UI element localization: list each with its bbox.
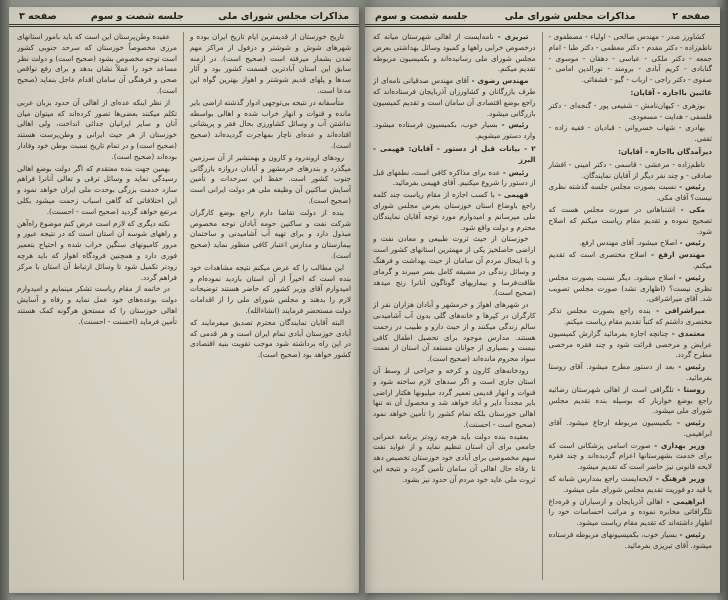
paragraph: رئیس - اصلاح میشود. آقای مهندس ارفع. (579, 238, 705, 248)
session-label: جلسه شصت و سوم (90, 11, 184, 22)
paragraph: بنده از دولت تقاضا دارم راجع بوضع کارگران شرکت نفت و ساکنین حومه آبادان توجه مخصوص مبذول دارد و برای تهیه آب آشامیدنی و ساختمان بیمارستان و مدارس اعتبار کافی منظور نماید (صحیح است). (190, 207, 351, 260)
paragraph: البته آقایان نمایندگان محترم تصدیق میفرمایند که آبادی خوزستان آبادی تمام ایران است و هر قدمی که در این راه برداشته شود موجب تقویت بنیه اقتصادی کشور خواهد بود (صحیح است). (190, 317, 351, 360)
paragraph: روستا - تلگرافی است از اهالی شهرستان رضائیه راجع بوضع خواربار که بوسیله بنده تقدیم مجلس شورای ملی میشود. (548, 384, 712, 416)
paragraph: رودخانه‌های کارون و کرخه و جراحی از وسط آن استان جاری است و اگر سدهای لازم ساخته شود و قنوات و انهار قدیمی تعمیر گردد میلیونها هکتار اراضی بایر مجدداً دایر و آباد خواهد شد و محصول آن نه تنها اهالی خوزستان بلکه تمام کشور را تأمین خواهد نمود (صحیح است - احسنت). (373, 365, 536, 429)
paragraph: رئیس - اصلاح میشود. دیگر نسبت بصورت مجلس نظری نیست؟ (اظهاری نشد) صورت مجلس تصویب شد. آقای میراشرافی. (548, 272, 712, 304)
speaker-name: وزیر فرهنگ - (652, 474, 705, 484)
paragraph: رئیس - عده برای مذاکره کافی است، نطقهای قبل از دستور را شروع میکنیم. آقای فهیمی بفرمائید. (373, 167, 536, 188)
speaker-name: ابراهیمی - (662, 496, 705, 506)
paragraph: فهیمی - با کسب اجازه از مقام ریاست چند کلمه راجع باوضاع استان خوزستان بعرض مجلس شورای ملی میرسانم و امیدوارم مورد توجه آقایان نمایندگان محترم و دولت واقع شود. (373, 190, 536, 232)
paragraph: در شهرهای اهواز و خرمشهر و آبادان هزاران نفر از کارگران در کپرها و خانه‌های گلی بدون آب آشامیدنی سالم زندگی میکنند و از حیث دارو و طبیب در زحمت هستند. مدارس موجود برای تحصیل اطفال کافی نیست و بسیاری از جوانان مستعد آن استان از نعمت سواد محروم مانده‌اند (صحیح است). (373, 300, 536, 364)
speaker-name: تبریزی - (493, 32, 529, 41)
page-3 (9, 7, 359, 593)
paragraph: بهادری - شهاب خسروانی - قبادیان - فقیه زاده - ثقفی. (548, 123, 712, 144)
paragraph: رئیس - نسبت بصورت مجلس جلسه گذشته نظری نیست؟ آقای مکی. (548, 182, 712, 203)
paragraph: تبریزی - نامه‌ایست از اهالی شهرستان میانه که درخصوص خرابی راهها و کمبود وسائل بهداشتی بعرض مجلس شورای ملی رسانیده‌اند و بکمیسیون مربوطه تقدیم میکنم. (373, 32, 536, 74)
section-heading: ۲ - بیانات قبل از دستور - آقایان: فهیمی - البرز (373, 143, 536, 164)
speaker-name: رئیس - (677, 238, 705, 248)
paragraph: نکته دیگری که لازم است عرض کنم موضوع راه‌آهن و راههای شوسه آن استان است که در نتیجه عبور و مرور کامیونهای سنگین خراب شده و احتیاج بتعمیر فوری دارد و همچنین فرودگاه اهواز که باید هرچه زودتر تکمیل شود تا وسائل ارتباط آن استان با مرکز فراهم گردد. (17, 218, 177, 282)
text-columns (9, 27, 359, 588)
paragraph: خوزستان از حیث ثروت طبیعی و معادن نفت و اراضی حاصلخیز یکی از مهمترین استانهای کشور است و با اینحال مردم آن سامان از حیث بهداشت و فرهنگ و وسائل زندگی در مضیقه کامل بسر میبرند و گرمای طاقت‌فرسا و بیماریهای گوناگون آنانرا رنج میدهد (صحیح است). (373, 234, 536, 298)
speaker-name: مکی - (675, 204, 706, 214)
paragraph: رئیس - بعد از دستور مطرح میشود. آقای روستا بفرمائید. (548, 362, 712, 382)
session-label: جلسه شصت و سوم (375, 11, 469, 22)
text-column-left (373, 32, 543, 580)
text-columns (365, 27, 720, 588)
paragraph: رئیس - بسیار خوب، بکمیسیونهای مربوطه فرستاده میشود. آقای تبریزی بفرمائید. (548, 530, 712, 550)
paragraph: از نظر اینکه عده‌ای از اهالی آن حدود بزبان عربی تکلم میکنند بعضی‌ها تصور کرده‌اند که میتوان میان آنان و سایر ایرانیان جدائی انداخت، ولی اهالی خوزستان از هر حیث ایرانی و وطن‌پرست هستند (صحیح است) و در تمام تاریخ نسبت بوطن خود وفادار بوده‌اند (صحیح است). (17, 97, 177, 161)
section-heading: غائبین بااجازه - آقایان: (630, 87, 712, 97)
speaker-name: معتمدی - (668, 328, 705, 338)
speaker-name: رئیس - (674, 362, 706, 372)
page-2 (365, 7, 720, 593)
paragraph: بهمین جهت بنده معتقدم که اگر دولت بوضع اهالی رسیدگی نماید و وسائل ترقی و تعالی آنانرا فراهم سازد خدمت بزرگی بوحدت ملی ایران خواهد نمود و این اختلافاتی که گاهی اسباب زحمت میشود بکلی مرتفع خواهد گردید (صحیح است - احسنت). (17, 163, 177, 216)
speaker-name: رئیس - (676, 182, 706, 192)
page-number: صفحه ۲ (672, 11, 710, 22)
paragraph: معتمدی - چنانچه اجازه بفرمائید گزارش کمیسیون عرایض و مرخصی قرائت شود و چند فقره مرخصی مطرح گردد. (548, 328, 712, 360)
speaker-name: میراشرافی - (650, 306, 705, 316)
paragraph: ابراهیمی - اهالی آذربایجان و ارسباران و قره‌داغ تلگرافاتی مخابره نموده و مراتب احساسات خود را اظهار داشته‌اند که تقدیم مقام ریاست میشود. (548, 496, 712, 528)
paragraph: رودهای اروندرود و کارون و بهمنشیر از آن سرزمین میگذرد و بندرهای خرمشهر و آبادان دروازه بازرگانی جنوب کشور است. حفظ این سرحدات و تأمین آسایش ساکنین آن وظیفه ملی هر دولت ایرانی است (صحیح است). (190, 152, 351, 205)
section-heading: دیرآمدگان بااجازه - آقایان: (618, 146, 712, 156)
paragraph: تاریخ خوزستان از قدیمترین ایام تاریخ ایران بوده و شهرهای شوش و شوشتر و دزفول از مراکز مهم تمدن بشمار میرفته است (صحیح است). در ازمنه سابق این استان آبادترین قسمت کشور بود و آثار سدها و پلهای قدیم شوشتر و اهواز بهترین گواه این مدعا است. (190, 32, 351, 95)
paragraph: میراشرافی - بنده راجع بصورت مجلس تذکر مختصری داشتم که کتباً تقدیم مقام ریاست میکنم. (548, 306, 712, 326)
speaker-name: فهیمی - (494, 190, 529, 200)
speaker-name: وزیر بهداری - (650, 440, 705, 450)
paragraph: عقیده وطن‌پرستان این است که باید بامور استانهای مرزی مخصوصاً خوزستان که سرحد جنوبی کشور است توجه مخصوص بشود (صحیح است) و دولت نظر مساعد خود را عملاً نشان بدهد و برای رفع نواقص صحی و فرهنگی آن سامان اقدام عاجل بنماید (صحیح است). (17, 32, 177, 95)
speaker-name: رئیس - (672, 418, 705, 428)
paragraph: رئیس - بسیار خوب، بکمیسیون فرستاده میشود. وارد دستور میشویم. (373, 120, 536, 141)
paragraph: مهندس ارفع - اصلاح مختصری است که تقدیم میکنم. (548, 250, 712, 270)
text-column-left (17, 32, 184, 580)
speaker-name: رئیس - (497, 120, 529, 130)
paragraph: متأسفانه در نتیجه بی‌توجهی ادوار گذشته اراضی بایر مانده و قنوات و انهار خراب شده و اهالی بواسطه نداشتن آب و وسائل کشاورزی بحال فقر و پریشانی افتاده‌اند و عده‌ای ناچار بمهاجرت گردیده‌اند (صحیح است). (190, 97, 351, 150)
paragraph: بعقیده بنده دولت باید هرچه زودتر برنامه عمرانی جامعی برای آن استان تنظیم نماید و از عواید نفت سهم مخصوصی برای آبادی خود خوزستان تخصیص دهد تا رفاه حال اهالی آن سامان تأمین گردد و نتیجه این ثروت ملی عاید خود مردم آن حدود نیز بشود. (373, 431, 536, 484)
paragraph: رئیس - بکمیسیون مربوطه ارجاع میشود. آقای ابراهیمی. (548, 418, 712, 438)
speaker-name: مهندس رضوی - (468, 76, 529, 86)
text-column-right (543, 32, 713, 580)
text-column-right (184, 32, 351, 580)
page-title: مذاکرات مجلس شورای ملی (504, 11, 636, 22)
page-number: صفحه ۳ (19, 11, 57, 22)
paragraph: ناظم‌زاده - مرعشی - قاسمی - دکتر امینی - افشار صادقی - و چند نفر دیگر از آقایان نمایندگان. (548, 159, 712, 180)
paragraph: مکی - اشتباهاتی در صورت مجلس هست که تصحیح نموده و تقدیم مقام ریاست میکنم که اصلاح شود. (548, 204, 712, 236)
paragraph: وزیر بهداری - صورت اسامی پزشکانی است که برای خدمت بشهرستانها اعزام گردیده‌اند و چند فقره لایحه قانونی نیز حاضر است که تقدیم میشود. (548, 440, 712, 472)
speaker-name: رئیس - (500, 167, 529, 177)
speaker-name: مهندس ارفع - (646, 250, 705, 260)
page-header (9, 7, 359, 27)
paragraph: این مطالب را که عرض میکنم نتیجه مشاهدات خود بنده است که اخیراً از آن استان بازدید نموده‌ام و امیدوارم آقای وزیر کشور که حاضر هستند توضیحات لازم را بدهند و مجلس شورای ملی را از اقدامات دولت مستحضر فرمایند (انشاءالله). (190, 262, 351, 315)
speaker-name: روستا - (673, 384, 705, 394)
speaker-name: رئیس - (675, 272, 706, 282)
paragraph: مهندس رضوی - آقای مهندس صدقیانی نامه‌ای از طرف بازرگانان و کشاورزان آذربایجان فرستاده‌اند که راجع بوضع اقتصادی آن سامان است و تقدیم کمیسیون بازرگانی میشود. (373, 76, 536, 118)
paragraph: وزیر فرهنگ - لایحه‌ایست راجع بمدارس شبانه که با قید دو فوریت تقدیم مجلس شورای ملی میشود. (548, 474, 712, 494)
speaker-name: رئیس - (676, 530, 705, 540)
paragraph: کشاورز صدر - مهندس صالحی - اولیاء - مصطفوی - ناظم‌زاده - دکتر مقدم - دکتر معظمی - دکتر طبا - امام جمعه - دکتر ملکی - عباسی - دهقان - موسوی - گنابادی - کریم آبادی - برومند - نورالدین امامی - صفوی - دکتر راجی - ارباب - گیو - قشقائی. (548, 32, 712, 85)
paragraph: بوزهری - کیهان‌نامش - شفیعی پور - گنجه‌ای - دکتر فلسفی - هدایت - مسعودی. (548, 100, 712, 121)
page-title: مذاکرات مجلس شورای ملی (218, 11, 349, 22)
page-header (365, 7, 720, 27)
paragraph: در خاتمه از مقام ریاست تشکر مینمایم و امیدوارم دولت بوعده‌های خود عمل نماید و رفاه و آسایش اهالی خوزستان را که مستحق هرگونه کمک هستند تأمین فرماید (احسنت - احسنت). (17, 284, 177, 326)
